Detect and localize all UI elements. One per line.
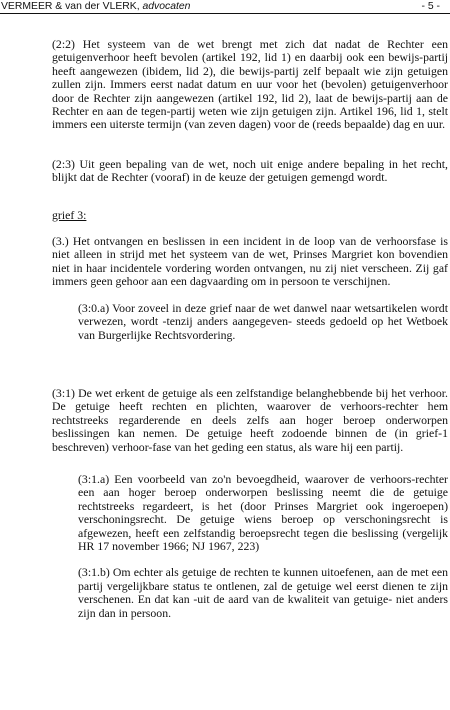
paragraph-spacer (52, 185, 448, 209)
paragraph-spacer (52, 289, 448, 302)
document-body (52, 38, 448, 620)
grief-3-heading: grief 3: (52, 207, 87, 222)
paragraph-2-3: (2:3) Uit geen bepaling van de wet, noch uit enige andere bepaling in het recht, blijkt dat de Rechter (vooraf) in de keuze der getuigen gemengd wordt. (52, 156, 448, 185)
paragraph-3-1-b: (3:1.b) Om echter als getuige de rechten te kunnen uitoefenen, aan de met een partij vergelijkbare status te ontlenen, zal de getuige wel eerst dienen te zijn verschenen. En dat kan -uit de aard van de kwaliteit van getuige- niet anders zijn dan in persoon. (78, 565, 448, 620)
paragraph-3-1-a: (3:1.a) Een voorbeeld van zo'n bevoegdheid, waarover de verhoors-rechter een aan hoger beroep onderworpen beslissing neemt die de getuige rechtstreeks regardeert, is het (door Prinses Margriet ook ingeroepen) verschoningsrecht. De getuige wiens beroep op verschoningsrecht is afgewezen, heeft een zelfstandig beroepsrecht tegen die beslissing (vergelijk HR 17 november 1966; NJ 1967, 223) (78, 471, 448, 553)
paragraph-3: (3.) Het ontvangen en beslissen in een incident in de loop van de verhoorsfase is niet alleen in strijd met het systeem van de wet, Prinses Margriet kon bovendien niet in haar incidentele vordering worden ontvangen, nu zij niet verscheen. Zij gaf immers geen gehoor aan een dagvaarding om in persoon te verschijnen. (52, 234, 448, 289)
paragraph-spacer (52, 132, 448, 158)
header-rule (0, 13, 450, 14)
paragraph-spacer (52, 454, 448, 473)
page-number: - 5 - (421, 1, 440, 12)
paragraph-2-2: (2:2) Het systeem van de wet brengt met zich dat nadat de Rechter een getuigenverhoor heeft bevolen (artikel 192, lid 1) en daarbij ook een bewijs-partij heeft aangewezen (ibidem, lid 2), die bewijs-partij zelf bepaalt wie zijn getuigen zullen zijn. Immers eerst nadat datum en uur voor het (bevolen) getuigenverhoor door de Rechter zijn aangewezen (artikel 192, lid 2), laat de bewijs-partij aan de Rechter en aan de tegen-partij weten wie zijn getuigen zijn. Artikel 196, lid 1, stelt immers een uiterste termijn (van zeven dagen) voor de (reeds bepaalde) dag en uur. (52, 37, 448, 132)
firm-name (1, 0, 190, 13)
firm-name-suffix: advocaten (139, 1, 191, 12)
page-header (0, 0, 450, 14)
firm-name-main: VERMEER & van der VLERK, (1, 1, 140, 12)
paragraph-3-0-a: (3:0.a) Voor zoveel in deze grief naar de wet danwel naar wetsartikelen wordt verwezen, wordt -tenzij anders aangegeven- steeds gedoeld op het Wetboek van Burgerlijke Rechtsvordering. (78, 300, 448, 342)
paragraph-spacer (52, 342, 448, 387)
paragraph-3-1: (3:1) De wet erkent de getuige als een zelfstandige belanghebbende bij het verhoor. De getuige heeft rechten en plichten, waarover de verhoors-rechter hem rechtstreeks regarderende en deels zelfs aan hoger beroep onderworpen beslissingen kan nemen. De getuige heeft zodoende binnen de (in grief-1 beschreven) verhoor-fase van het geding een status, als ware hij een partij. (52, 385, 448, 454)
